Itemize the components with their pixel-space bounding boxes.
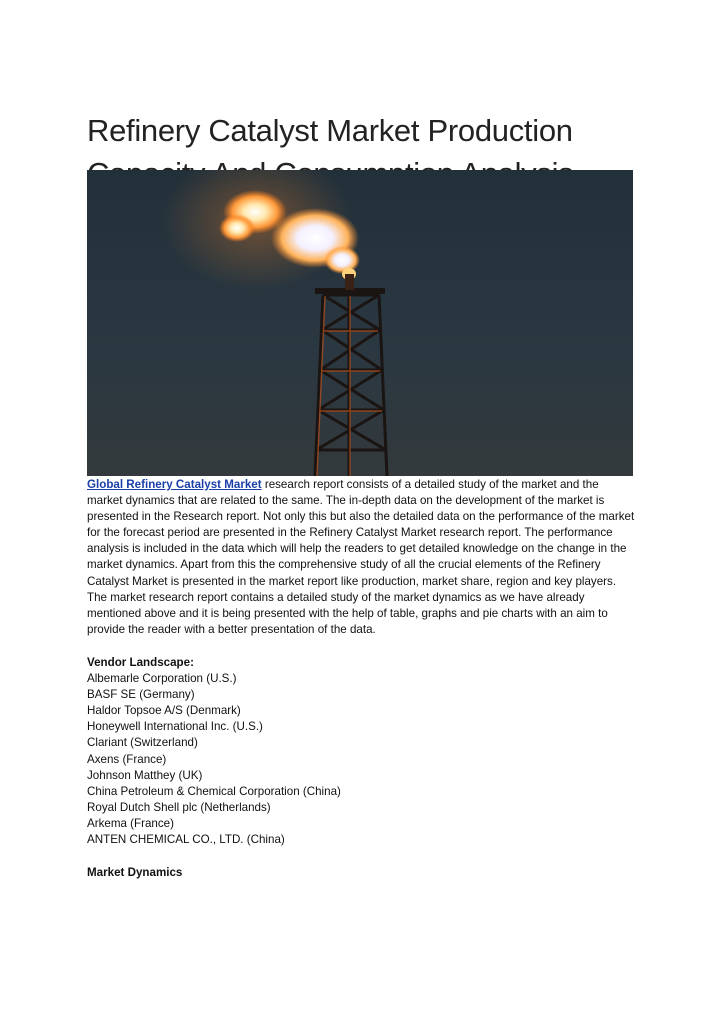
vendor-item: Clariant (Switzerland) [87, 736, 198, 750]
vendor-item: Royal Dutch Shell plc (Netherlands) [87, 800, 271, 814]
vendor-item: Johnson Matthey (UK) [87, 768, 203, 782]
intro-text: research report consists of a detailed study of the market and the market dynamics that are related to the same. The in-depth data on the development of the market is presented in the Research report. Not only this but also the detailed data on the performance of the market for the forecast period are presented in the Refinery Catalyst Market research report. The performance analysis is included in the data which will help the readers to get detailed knowledge on the change in the market dynamics. Apart from this the comprehensive study of all the crucial elements of the Refinery Catalyst Market is presented in the market report like production, market share, region and key players. The market research report contains a detailed study of the market dynamics as we have already mentioned above and it is being presented with the help of table, graphs and pie charts with an aim to provide the reader with a better presentation of the data. [87, 478, 635, 636]
market-dynamics-heading: Market Dynamics [87, 866, 183, 880]
refinery-flare-photo [87, 170, 633, 476]
vendor-item: Arkema (France) [87, 816, 174, 830]
title-line-1: Refinery Catalyst Market Production [87, 112, 573, 148]
market-report-link[interactable]: Global Refinery Catalyst Market [87, 478, 262, 491]
vendor-item: Axens (France) [87, 752, 167, 766]
intro-paragraph [87, 477, 635, 638]
article-body [87, 477, 635, 881]
vendor-list [87, 671, 635, 848]
vendor-item: Albemarle Corporation (U.S.) [87, 672, 237, 686]
vendor-item: Haldor Topsoe A/S (Denmark) [87, 704, 241, 718]
vendor-item: BASF SE (Germany) [87, 688, 195, 702]
vendor-item: China Petroleum & Chemical Corporation (China) [87, 784, 341, 798]
vendor-item: Honeywell International Inc. (U.S.) [87, 720, 263, 734]
vendor-item: ANTEN CHEMICAL CO., LTD. (China) [87, 832, 285, 846]
vendor-landscape-heading: Vendor Landscape: [87, 655, 194, 669]
